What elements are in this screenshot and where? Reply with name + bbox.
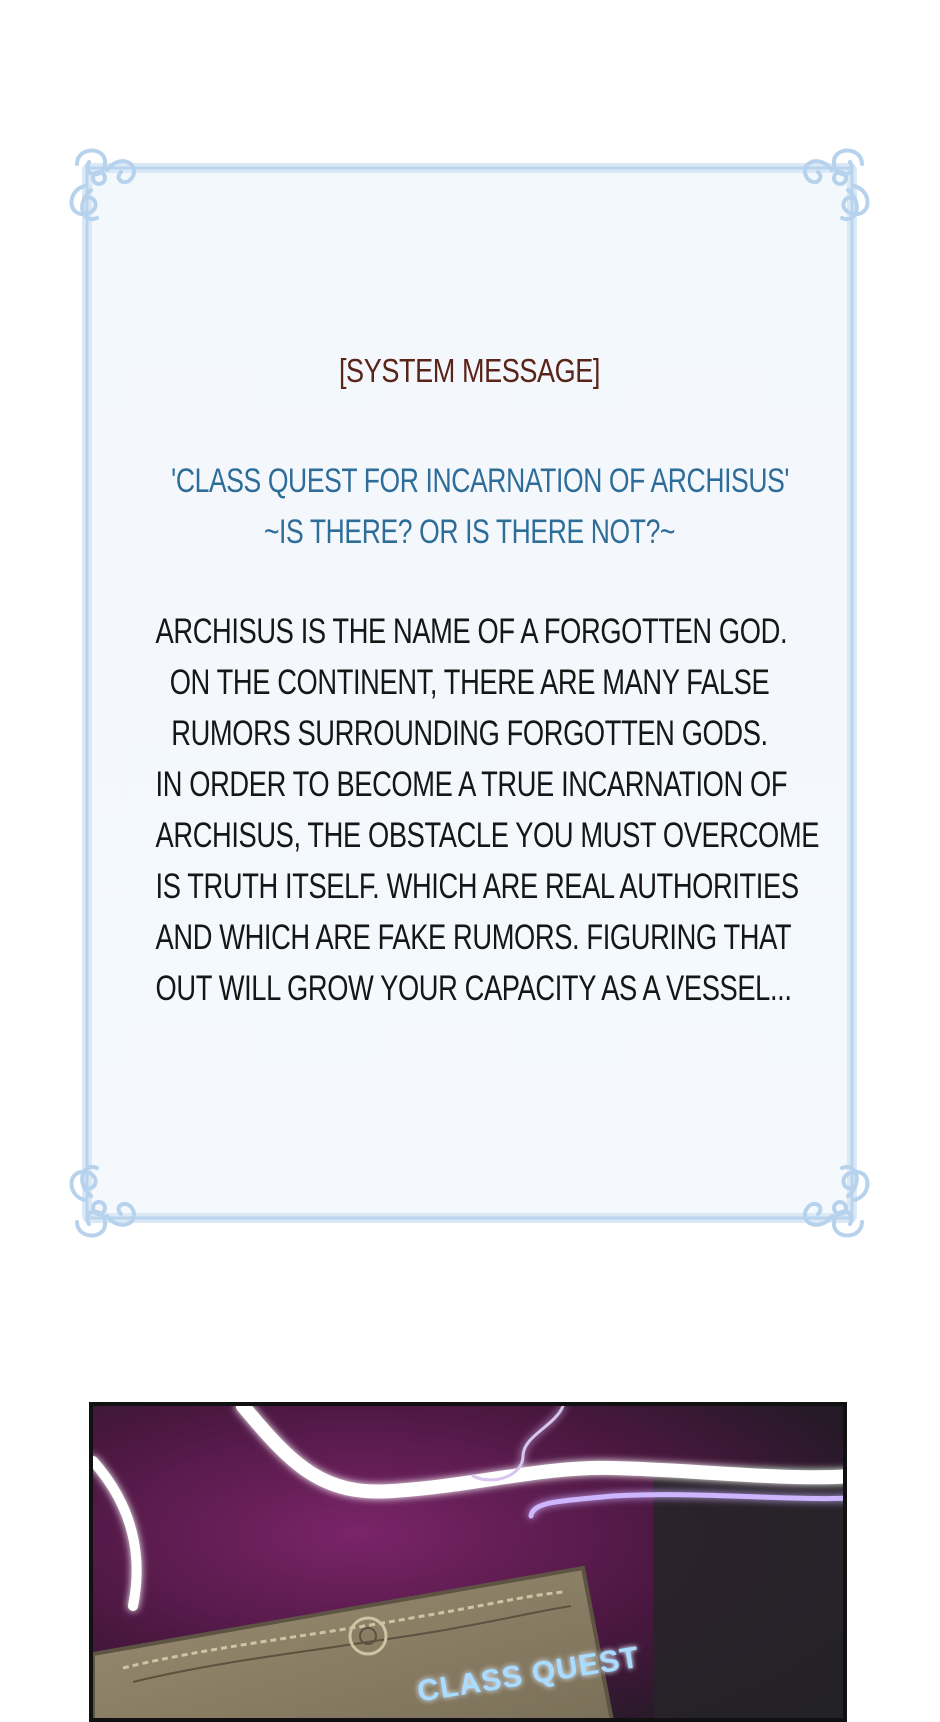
quest-description-line: ARCHISUS, THE OBSTACLE YOU MUST OVERCOME (155, 816, 820, 855)
quest-description-line: OUT WILL GROW YOUR CAPACITY AS A VESSEL... (155, 969, 792, 1008)
system-message-window (67, 146, 872, 1240)
quest-name (171, 456, 790, 558)
quest-description (155, 606, 820, 1014)
quest-name-line: ~IS THERE? OR IS THERE NOT?~ (263, 513, 676, 551)
class-quest-caption: CLASS QUEST (415, 1640, 642, 1709)
quest-name-line: 'CLASS QUEST FOR INCARNATION OF ARCHISUS' (171, 462, 790, 500)
quest-description-line: RUMORS SURROUNDING FORGOTTEN GODS. (171, 714, 768, 753)
quest-description-line: AND WHICH ARE FAKE RUMORS. FIGURING THAT (155, 918, 792, 957)
system-message-title: [SYSTEM MESSAGE] (338, 352, 601, 389)
quest-description-line: ARCHISUS IS THE NAME OF A FORGOTTEN GOD. (155, 612, 788, 651)
quest-description-line: IS TRUTH ITSELF. WHICH ARE REAL AUTHORITIES (155, 867, 799, 906)
system-message-content (127, 146, 820, 1240)
quest-description-line: IN ORDER TO BECOME A TRUE INCARNATION OF (155, 765, 788, 804)
quest-description-line: ON THE CONTINENT, THERE ARE MANY FALSE (169, 663, 770, 702)
comic-panel (89, 1402, 847, 1722)
